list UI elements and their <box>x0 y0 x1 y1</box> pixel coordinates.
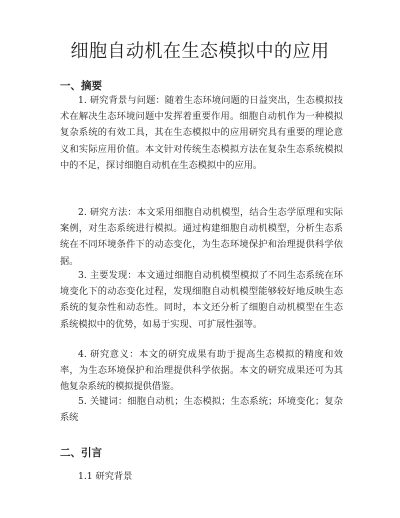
section-heading-abstract: 一、摘要 <box>60 80 102 92</box>
document-title: 细胞自动机在生态模拟中的应用 <box>70 41 330 62</box>
abstract-paragraph-background: 1. 研究背景与问题：随着生态环境问题的日益突出，生态模拟技术在解决生态环境问题中发挥着重要作用。细胞自动机作为一种模拟复杂系统的有效工具，其在生态模拟中的应用研究具有重要的理论意义和实际应用价值。本文针对传统生态模拟方法在复杂生态系统模拟中的不足，探讨细胞自动机在生态模拟中的应用。 <box>60 95 343 171</box>
abstract-paragraph-findings: 3. 主要发现：本文通过细胞自动机模型模拟了不同生态系统在环境变化下的动态变化过程，发现细胞自动机模型能够较好地反映生态系统的复杂性和动态性。同时，本文还分析了细胞自动机模型在生态系统模拟中的优势，如易于实现、可扩展性强等。 <box>60 270 343 330</box>
abstract-paragraph-method: 2. 研究方法：本文采用细胞自动机模型，结合生态学原理和实际案例，对生态系统进行模拟。通过构建细胞自动机模型，分析生态系统在不同环境条件下的动态变化，为生态环境保护和治理提供科学依据。 <box>60 207 343 267</box>
abstract-paragraph-keywords: 5. 关键词：细胞自动机；生态模拟；生态系统；环境变化；复杂系统 <box>60 396 343 424</box>
abstract-paragraph-significance: 4. 研究意义：本文的研究成果有助于提高生态模拟的精度和效率，为生态环境保护和治理提供科学依据。本文的研究成果还可为其他复杂系统的模拟提供借鉴。 <box>60 349 343 393</box>
section-heading-introduction: 二、引言 <box>60 447 102 459</box>
subsection-heading-background: 1.1 研究背景 <box>78 471 133 482</box>
